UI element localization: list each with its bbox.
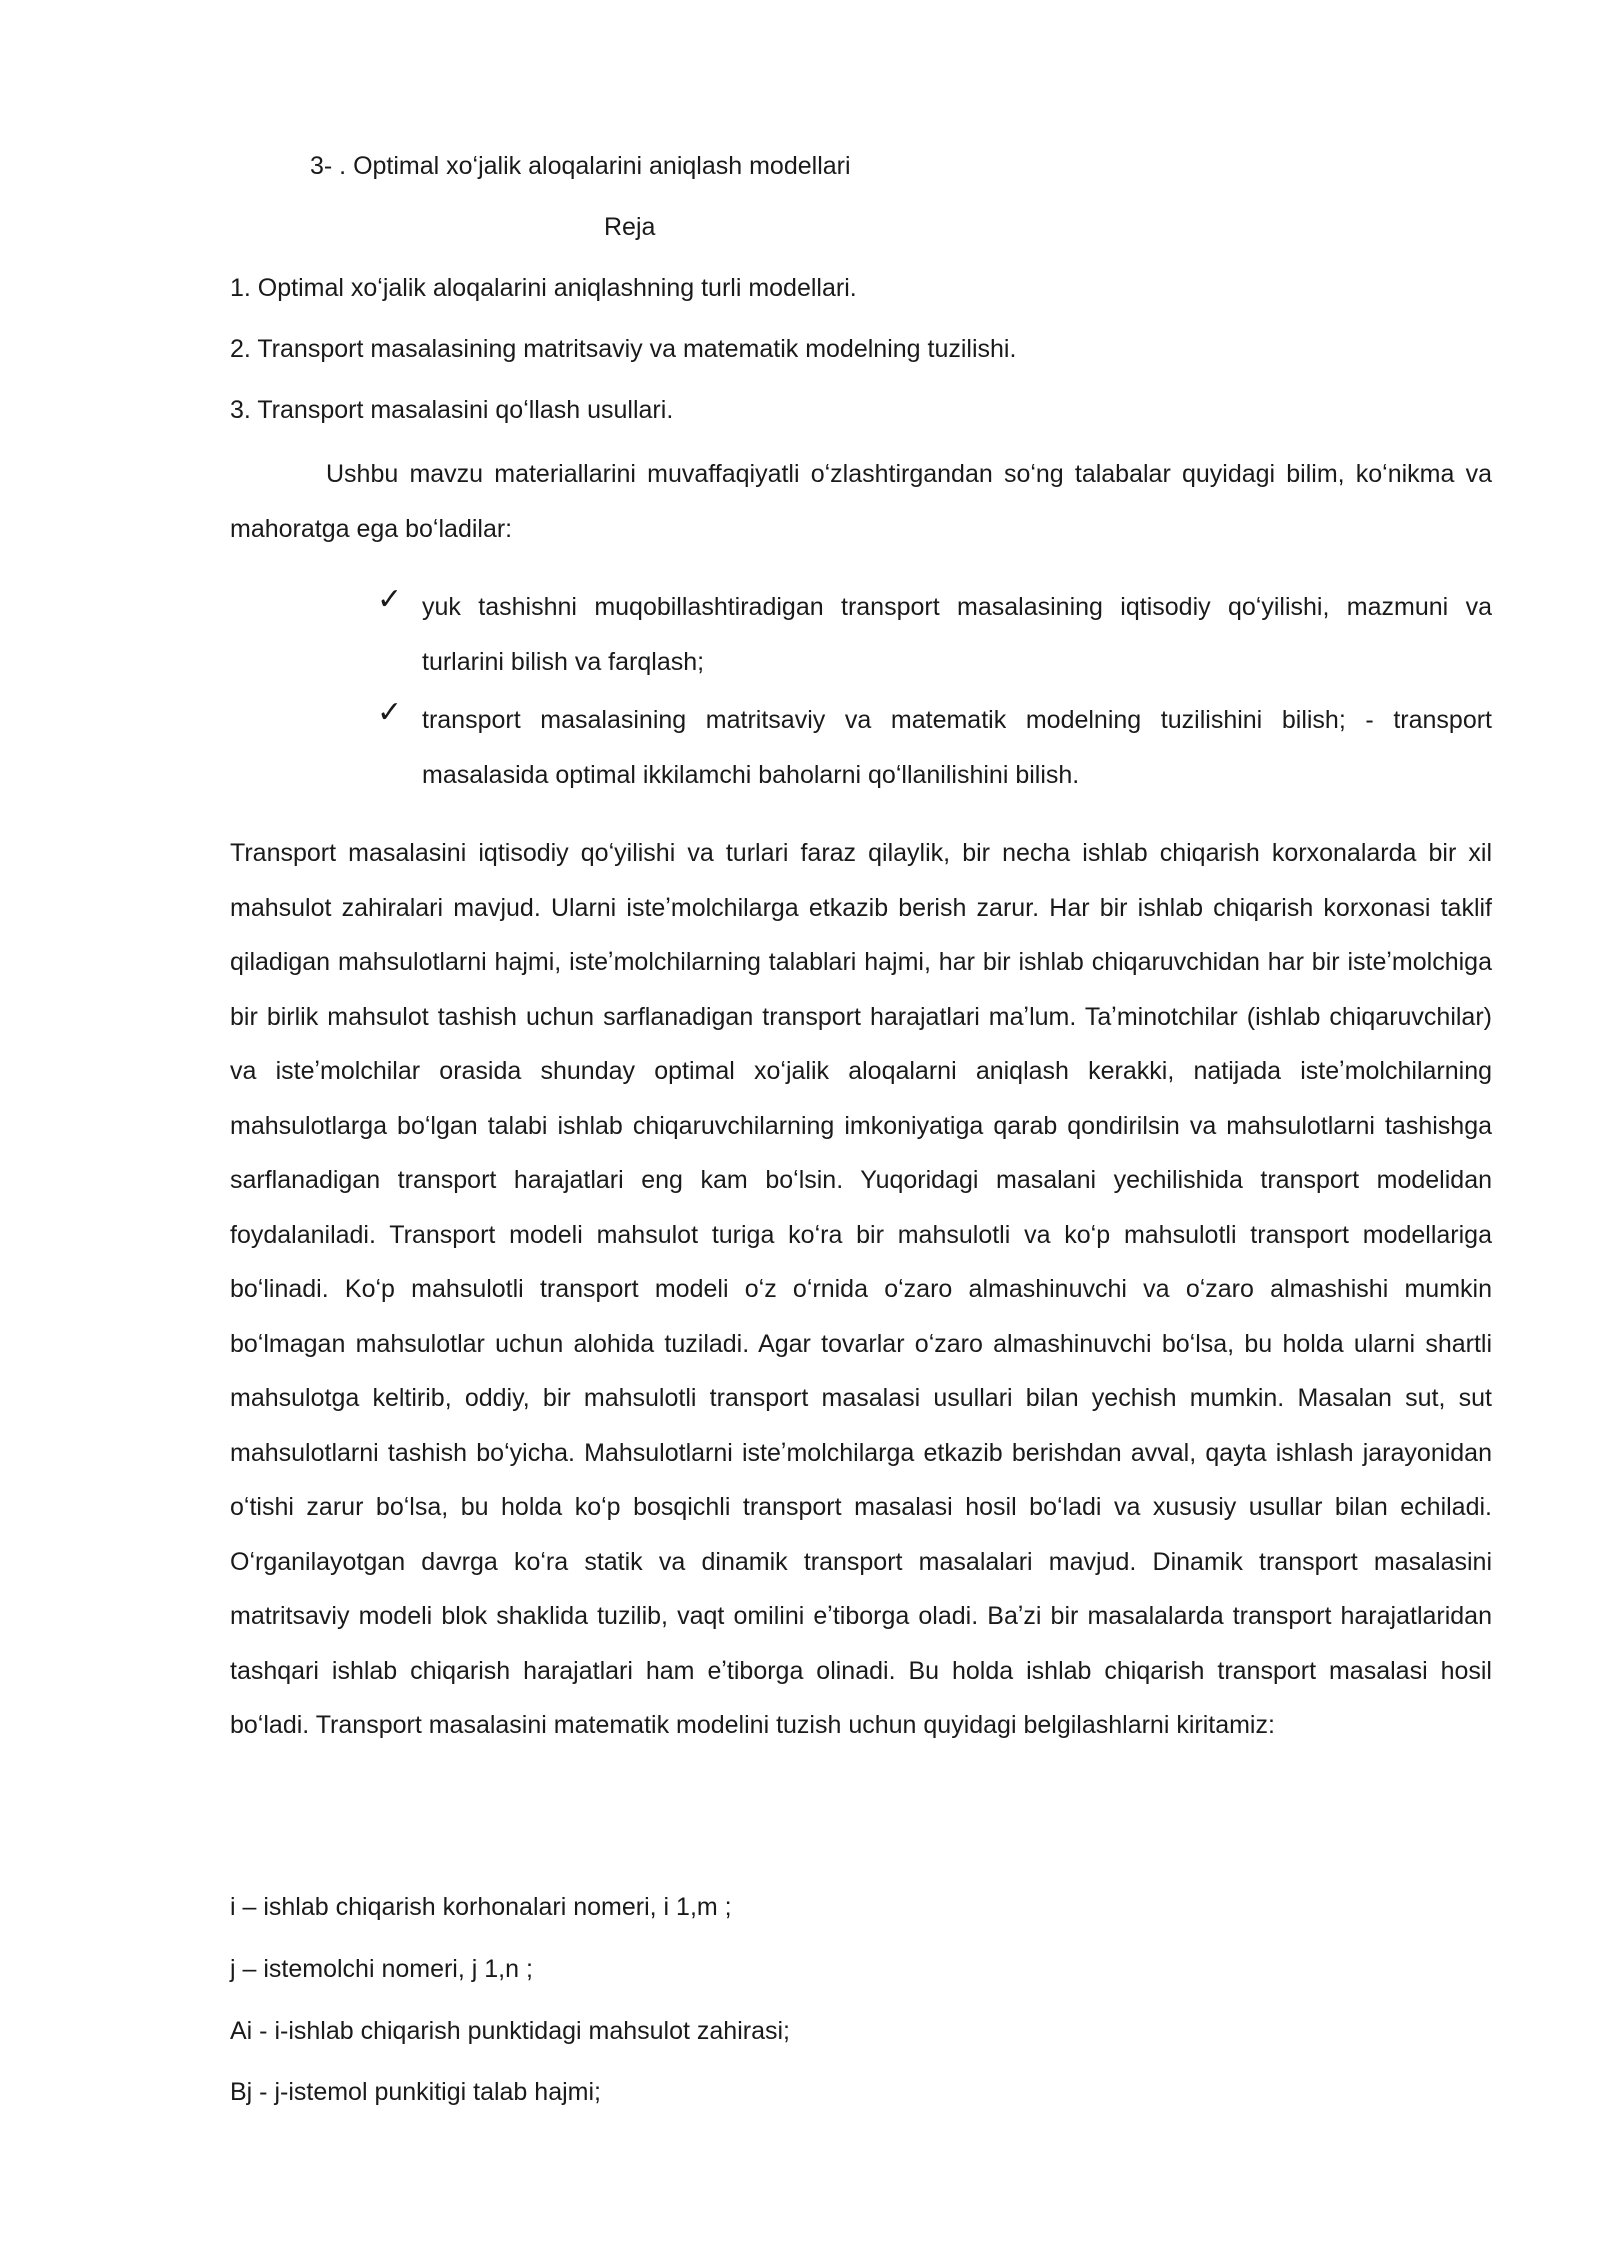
checkmark-icon: ✓ bbox=[377, 695, 403, 730]
definition-i: i – ishlab chiqarish korhonalari nomeri, i 1,m ; bbox=[230, 1893, 732, 1921]
plan-item-3: 3. Transport masalasini qoʻllash usullari. bbox=[230, 396, 674, 424]
body-paragraph: Transport masalasini iqtisodiy qoʻyilishi va turlari faraz qilaylik, bir necha ishlab chiqarish korxonalarda bir xil mahsulot zahiralari mavjud. Ularni isteʼmolchilarga etkazib berish zarur. Har bir ishlab chiqarish korxonasi taklif qiladigan mahsulotlarni hajmi, isteʼmolchilarning talablari hajmi, har bir ishlab chiqaruvchidan har bir isteʼmolchiga bir birlik mahsulot tashish uchun sarflanadigan transport harajatlari maʼlum. Taʼminotchilar (ishlab chiqaruvchilar) va isteʼmolchilar orasida shunday optimal xoʻjalik aloqalarni aniqlash kerakki, natijada isteʼmolchilarning mahsulotlarga boʻlgan talabi ishlab chiqaruvchilarning imkoniyatiga qarab qondirilsin va mahsulotlarni tashishga sarflanadigan transport harajatlari eng kam boʻlsin. Yuqoridagi masalani yechilishida transport modelidan foydalaniladi. Transport modeli mahsulot turiga koʻra bir mahsulotli va koʻp mahsulotli transport modellariga boʻlinadi. Koʻp mahsulotli transport modeli oʻz oʻrnida oʻzaro almashinuvchi va oʻzaro almashishi mumkin boʻlmagan mahsulotlar uchun alohida tuziladi. Agar tovarlar oʻzaro almashinuvchi boʻlsa, bu holda ularni shartli mahsulotga keltirib, oddiy, bir mahsulotli transport masalasi usullari bilan yechish mumkin. Masalan sut, sut mahsulotlarni tashish boʻyicha. Mahsulotlarni isteʼmolchilarga etkazib berishdan avval, qayta ishlash jarayonidan oʻtishi zarur boʻlsa, bu holda koʻp bosqichli transport masalasi hosil boʻladi va xususiy usullar bilan echiladi. Oʻrganilayotgan davrga koʻra statik va dinamik transport masalalari mavjud. Dinamik transport masalasini matritsaviy modeli blok shaklida tuzilib, vaqt omilini eʼtiborga oladi. Baʼzi bir masalalarda transport harajatlaridan tashqari ishlab chiqarish harajatlari ham eʼtiborga olinadi. Bu holda ishlab chiqarish transport masalasi hosil boʻladi. Transport masalasini matematik modelini tuzish uchun quyidagi belgilashlarni kiritamiz: bbox=[230, 839, 1492, 1739]
definition-j: j – istemolchi nomeri, j 1,n ; bbox=[230, 1955, 533, 1983]
definition-bj: Bj - j-istemol punkitigi talab hajmi; bbox=[230, 2078, 601, 2106]
plan-heading: Reja bbox=[604, 213, 656, 241]
bullet-item-2 bbox=[377, 693, 1492, 803]
intro-paragraph: Ushbu mavzu materiallarini muvaffaqiyatli oʻzlashtirgandan soʻng talabalar quyidagi bilim, koʻnikma va mahoratga ega boʻladilar: bbox=[230, 460, 1492, 543]
plan-item-2: 2. Transport masalasining matritsaviy va matematik modelning tuzilishi. bbox=[230, 335, 1017, 363]
definition-ai: Ai - i-ishlab chiqarish punktidagi mahsulot zahirasi; bbox=[230, 2017, 790, 2045]
bullet-text: yuk tashishni muqobillashtiradigan transport masalasining iqtisodiy qoʻyilishi, mazmuni va turlarini bilish va farqlash; bbox=[422, 593, 1492, 676]
checkmark-icon: ✓ bbox=[377, 582, 403, 617]
document-title: 3- . Optimal xoʻjalik aloqalarini aniqlash modellari bbox=[310, 152, 851, 180]
plan-item-1: 1. Optimal xoʻjalik aloqalarini aniqlashning turli modellari. bbox=[230, 274, 857, 302]
bullet-item-1 bbox=[377, 580, 1492, 690]
bullet-text: transport masalasining matritsaviy va matematik modelning tuzilishini bilish; - transport masalasida optimal ikkilamchi baholarni qoʻllanilishini bilish. bbox=[422, 706, 1492, 789]
